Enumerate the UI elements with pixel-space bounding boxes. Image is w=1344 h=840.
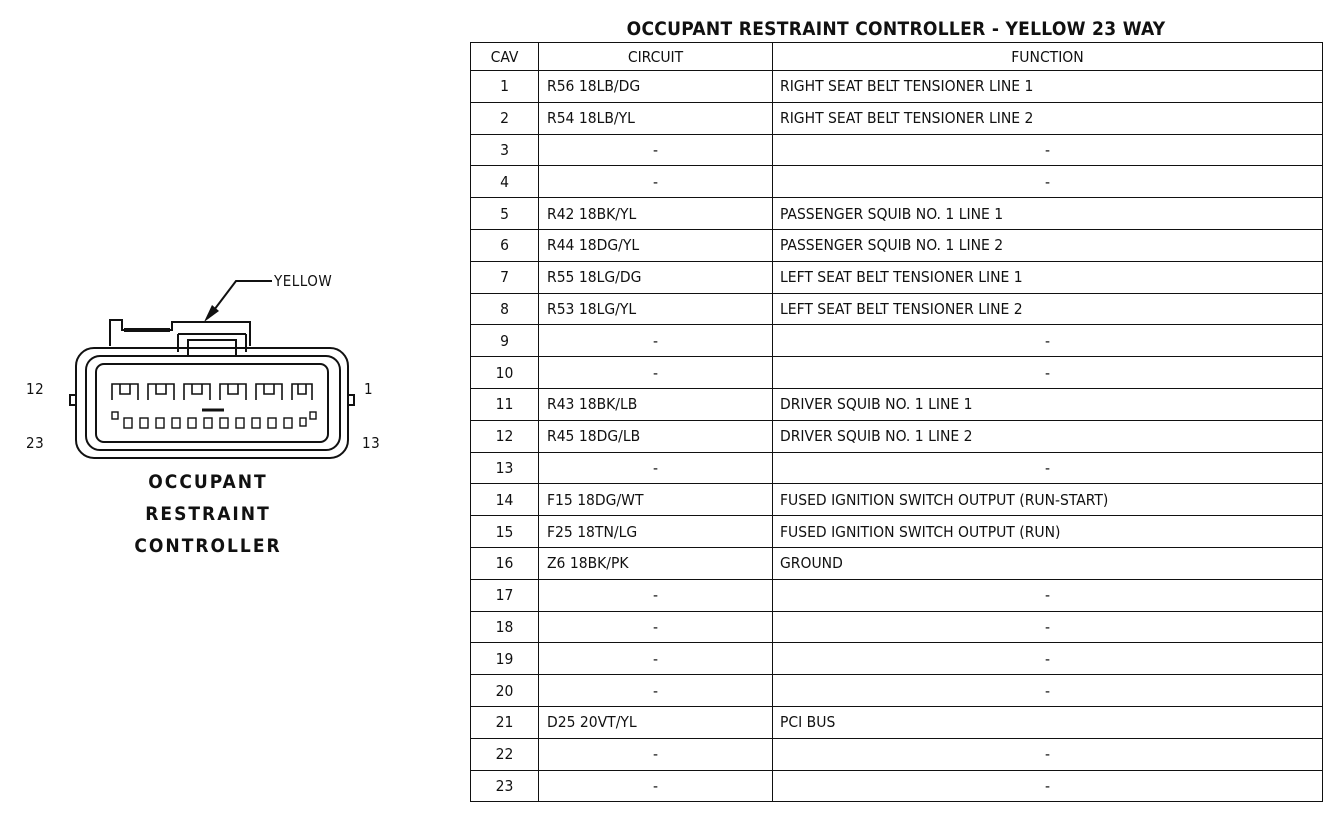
cav-cell: 19 (471, 643, 539, 675)
circuit-cell: - (539, 325, 773, 357)
connector-name-line: CONTROLLER (134, 535, 282, 557)
connector-diagram (0, 0, 470, 840)
header-function: FUNCTION (773, 43, 1323, 71)
table-row (471, 706, 1323, 738)
cav-cell: 21 (471, 706, 539, 738)
cav-cell: 9 (471, 325, 539, 357)
function-cell: RIGHT SEAT BELT TENSIONER LINE 2 (773, 102, 1323, 134)
circuit-cell: - (539, 643, 773, 675)
circuit-cell: R56 18LB/DG (539, 71, 773, 103)
circuit-cell: - (539, 357, 773, 389)
table-row (471, 198, 1323, 230)
circuit-cell: - (539, 166, 773, 198)
table-row (471, 420, 1323, 452)
table-row (471, 134, 1323, 166)
cav-cell: 5 (471, 198, 539, 230)
function-cell: DRIVER SQUIB NO. 1 LINE 2 (773, 420, 1323, 452)
pinout-table-body (471, 71, 1323, 802)
function-cell: DRIVER SQUIB NO. 1 LINE 1 (773, 388, 1323, 420)
function-cell: - (773, 325, 1323, 357)
table-header-row (471, 43, 1323, 71)
pin-label-bottom-right: 13 (362, 434, 381, 452)
circuit-cell: - (539, 675, 773, 707)
table-row (471, 738, 1323, 770)
table-row (471, 325, 1323, 357)
cav-cell: 15 (471, 516, 539, 548)
cav-cell: 14 (471, 484, 539, 516)
function-cell: - (773, 738, 1323, 770)
header-cav: CAV (471, 43, 539, 71)
circuit-cell: R45 18DG/LB (539, 420, 773, 452)
table-row (471, 579, 1323, 611)
table-row (471, 611, 1323, 643)
circuit-cell: R53 18LG/YL (539, 293, 773, 325)
function-cell: RIGHT SEAT BELT TENSIONER LINE 1 (773, 71, 1323, 103)
cav-cell: 18 (471, 611, 539, 643)
table-title: OCCUPANT RESTRAINT CONTROLLER - YELLOW 23 WAY (626, 18, 1166, 40)
pinout-table (470, 42, 1323, 802)
pin-label-bottom-left: 23 (26, 434, 45, 452)
connector-face (96, 364, 328, 442)
function-cell: - (773, 166, 1323, 198)
function-cell: - (773, 675, 1323, 707)
pin-label-top-left: 12 (26, 380, 45, 398)
cav-cell: 6 (471, 229, 539, 261)
table-row (471, 516, 1323, 548)
circuit-cell: R42 18BK/YL (539, 198, 773, 230)
function-cell: - (773, 357, 1323, 389)
table-row (471, 675, 1323, 707)
cav-cell: 7 (471, 261, 539, 293)
connector-name-line: RESTRAINT (145, 503, 271, 525)
function-cell: LEFT SEAT BELT TENSIONER LINE 2 (773, 293, 1323, 325)
cav-cell: 11 (471, 388, 539, 420)
table-row (471, 643, 1323, 675)
circuit-cell: R44 18DG/YL (539, 229, 773, 261)
cav-cell: 10 (471, 357, 539, 389)
table-row (471, 484, 1323, 516)
yellow-leader-line (208, 281, 272, 318)
yellow-color-label: YELLOW (274, 272, 333, 290)
connector-inner-shell (86, 356, 340, 450)
circuit-cell: R55 18LG/DG (539, 261, 773, 293)
cav-cell: 1 (471, 71, 539, 103)
circuit-cell: F25 18TN/LG (539, 516, 773, 548)
cav-cell: 20 (471, 675, 539, 707)
function-cell: PASSENGER SQUIB NO. 1 LINE 1 (773, 198, 1323, 230)
cav-cell: 4 (471, 166, 539, 198)
function-cell: - (773, 770, 1323, 802)
cav-cell: 16 (471, 547, 539, 579)
function-cell: - (773, 579, 1323, 611)
table-row (471, 770, 1323, 802)
circuit-cell: - (539, 134, 773, 166)
table-row (471, 293, 1323, 325)
function-cell: GROUND (773, 547, 1323, 579)
header-circuit: CIRCUIT (539, 43, 773, 71)
connector-name (118, 466, 298, 562)
circuit-cell: F15 18DG/WT (539, 484, 773, 516)
function-cell: - (773, 611, 1323, 643)
circuit-cell: R43 18BK/LB (539, 388, 773, 420)
function-cell: PCI BUS (773, 706, 1323, 738)
circuit-cell: Z6 18BK/PK (539, 547, 773, 579)
function-cell: PASSENGER SQUIB NO. 1 LINE 2 (773, 229, 1323, 261)
cav-cell: 23 (471, 770, 539, 802)
connector-face-drawing (0, 0, 470, 840)
cav-cell: 12 (471, 420, 539, 452)
table-row (471, 261, 1323, 293)
table-row (471, 452, 1323, 484)
circuit-cell: - (539, 770, 773, 802)
function-cell: FUSED IGNITION SWITCH OUTPUT (RUN-START) (773, 484, 1323, 516)
function-cell: FUSED IGNITION SWITCH OUTPUT (RUN) (773, 516, 1323, 548)
cav-cell: 8 (471, 293, 539, 325)
table-row (471, 357, 1323, 389)
pin-label-top-right: 1 (364, 380, 374, 398)
circuit-cell: - (539, 611, 773, 643)
table-row (471, 388, 1323, 420)
table-row (471, 166, 1323, 198)
cav-cell: 3 (471, 134, 539, 166)
function-cell: - (773, 643, 1323, 675)
table-row (471, 71, 1323, 103)
cav-cell: 13 (471, 452, 539, 484)
cav-cell: 22 (471, 738, 539, 770)
circuit-cell: - (539, 579, 773, 611)
function-cell: LEFT SEAT BELT TENSIONER LINE 1 (773, 261, 1323, 293)
function-cell: - (773, 452, 1323, 484)
cav-cell: 17 (471, 579, 539, 611)
circuit-cell: D25 20VT/YL (539, 706, 773, 738)
table-row (471, 229, 1323, 261)
table-row (471, 102, 1323, 134)
top-row-terminals (112, 384, 312, 400)
cav-cell: 2 (471, 102, 539, 134)
circuit-cell: - (539, 452, 773, 484)
circuit-cell: R54 18LB/YL (539, 102, 773, 134)
circuit-cell: - (539, 738, 773, 770)
table-row (471, 547, 1323, 579)
bottom-row-terminals (112, 410, 316, 428)
connector-name-line: OCCUPANT (148, 471, 268, 493)
function-cell: - (773, 134, 1323, 166)
